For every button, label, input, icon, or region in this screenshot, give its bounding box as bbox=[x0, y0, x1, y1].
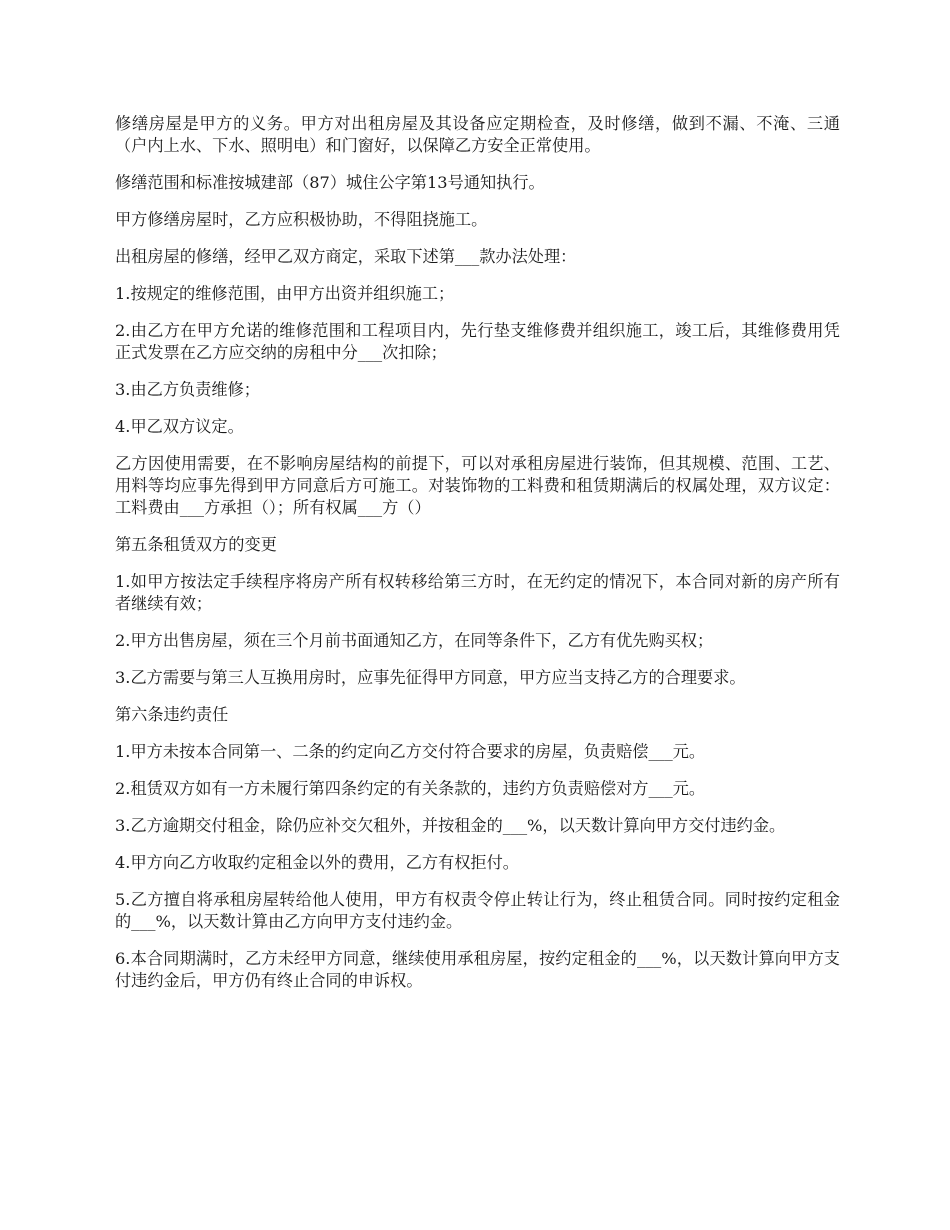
paragraph-change-3: 3.乙方需要与第三人互换用房时，应事先征得甲方同意，甲方应当支持乙方的合理要求。 bbox=[115, 668, 746, 687]
paragraph-repair-option-4: 4.甲乙双方议定。 bbox=[115, 417, 244, 436]
paragraph-repair-option-3: 3.由乙方负责维修； bbox=[115, 380, 260, 399]
document-body bbox=[115, 113, 840, 1007]
section-heading-article-5: 第五条租赁双方的变更 bbox=[115, 535, 277, 554]
paragraph-liability-4: 4.甲方向乙方收取约定租金以外的费用，乙方有权拒付。 bbox=[115, 853, 519, 872]
paragraph-repair-option-2: 2.由乙方在甲方允诺的维修范围和工程项目内，先行垫支维修费并组织施工，竣工后，其维修费用凭正式发票在乙方应交纳的房租中分___次扣除； bbox=[115, 321, 840, 362]
section-heading-article-6: 第六条违约责任 bbox=[115, 705, 229, 724]
paragraph-liability-6: 6.本合同期满时，乙方未经甲方同意，继续使用承租房屋，按约定租金的___%，以天数计算向甲方支付违约金后，甲方仍有终止合同的申诉权。 bbox=[115, 949, 840, 990]
paragraph-liability-1: 1.甲方未按本合同第一、二条的约定向乙方交付符合要求的房屋，负责赔偿___元。 bbox=[115, 742, 706, 761]
paragraph-repair-standard: 修缮范围和标准按城建部（87）城住公字第13号通知执行。 bbox=[115, 173, 545, 192]
paragraph-decoration: 乙方因使用需要，在不影响房屋结构的前提下，可以对承租房屋进行装饰，但其规模、范围、工艺、用料等均应事先得到甲方同意后方可施工。对装饰物的工料费和租赁期满后的权属处理，双方议定：工料费由___方承担（）；所有权属___方（） bbox=[115, 454, 840, 517]
paragraph-change-2: 2.甲方出售房屋，须在三个月前书面通知乙方，在同等条件下，乙方有优先购买权； bbox=[115, 631, 714, 650]
paragraph-repair-option-1: 1.按规定的维修范围，由甲方出资并组织施工； bbox=[115, 284, 455, 303]
paragraph-repair-method: 出租房屋的修缮，经甲乙双方商定，采取下述第___款办法处理： bbox=[115, 247, 577, 266]
paragraph-repair-duty: 修缮房屋是甲方的义务。甲方对出租房屋及其设备应定期检查，及时修缮，做到不漏、不淹、三通（户内上水、下水、照明电）和门窗好，以保障乙方安全正常使用。 bbox=[115, 114, 840, 155]
paragraph-liability-2: 2.租赁双方如有一方未履行第四条约定的有关条款的，违约方负责赔偿对方___元。 bbox=[115, 779, 706, 798]
paragraph-tenant-assist: 甲方修缮房屋时，乙方应积极协助，不得阻挠施工。 bbox=[115, 210, 488, 229]
paragraph-change-1: 1.如甲方按法定手续程序将房产所有权转移给第三方时，在无约定的情况下，本合同对新的房产所有者继续有效； bbox=[115, 572, 840, 613]
paragraph-liability-3: 3.乙方逾期交付租金，除仍应补交欠租外，并按租金的___%，以天数计算向甲方交付违约金。 bbox=[115, 816, 786, 835]
paragraph-liability-5: 5.乙方擅自将承租房屋转给他人使用，甲方有权责令停止转让行为，终止租赁合同。同时按约定租金的___%，以天数计算由乙方向甲方支付违约金。 bbox=[115, 890, 840, 931]
